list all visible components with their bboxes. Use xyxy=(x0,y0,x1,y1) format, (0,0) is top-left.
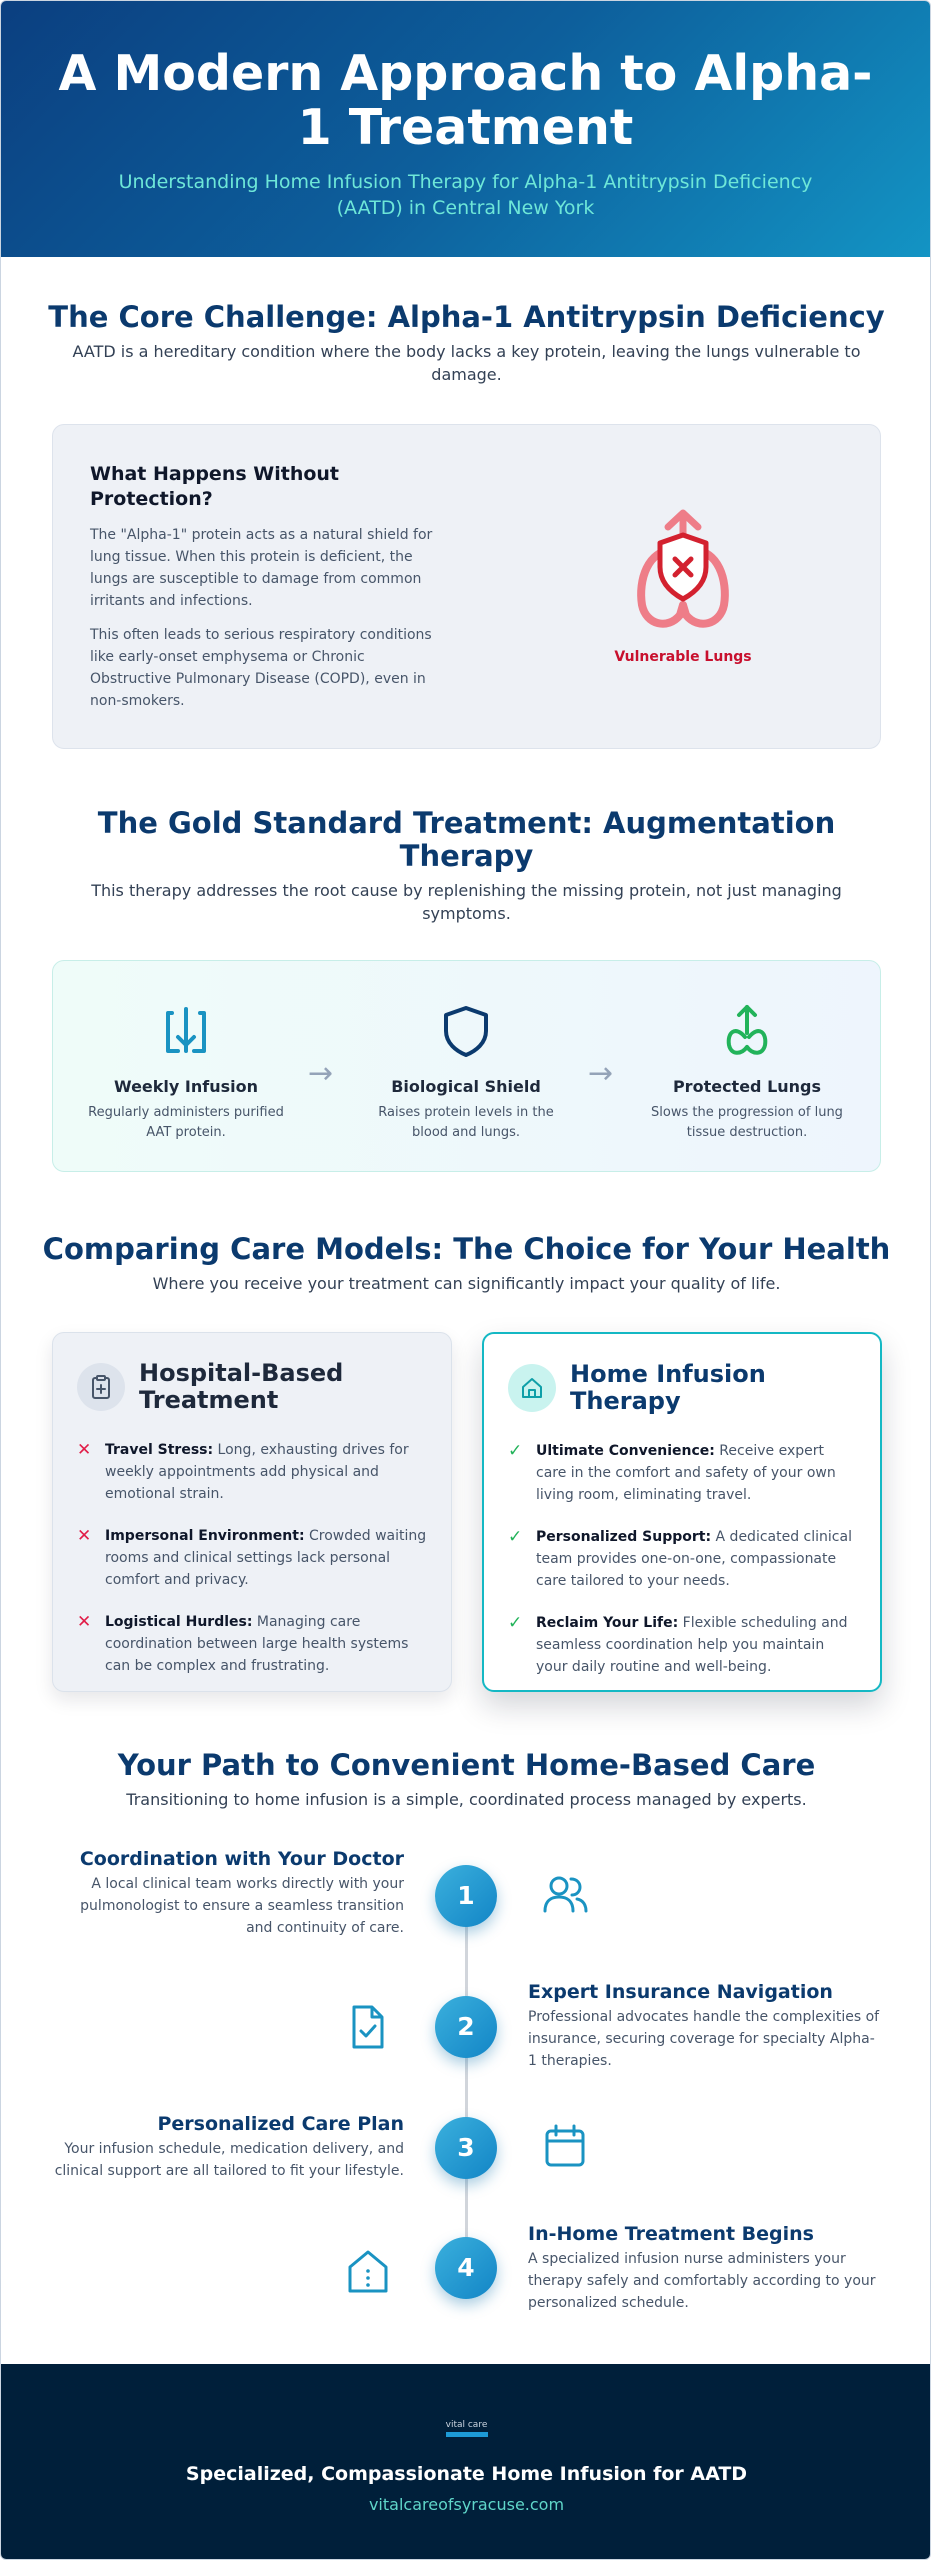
path-step-title: Personalized Care Plan xyxy=(157,2113,404,2135)
step-number-1: 1 xyxy=(435,1865,497,1927)
path-step-3-text xyxy=(51,2112,404,2182)
list-item: ✕ Logistical Hurdles: Managing care coordination between large health systems can be complex and frustrating. xyxy=(77,1611,427,1677)
core-card xyxy=(52,424,881,749)
path-subtitle: Transitioning to home infusion is a simple, coordinated process managed by experts. xyxy=(126,1790,807,1809)
therapy-subtitle: This therapy addresses the root cause by replenishing the missing protein, not just managing symptoms. xyxy=(91,881,842,923)
core-subtitle: AATD is a hereditary condition where the body lacks a key protein, leaving the lungs vulnerable to damage. xyxy=(72,342,861,384)
users-icon xyxy=(537,1867,593,1923)
path-section xyxy=(1,1749,931,1811)
path-step-title: Expert Insurance Navigation xyxy=(528,1981,833,2003)
footer-url-link[interactable]: vitalcareofsyracuse.com xyxy=(368,2495,565,2514)
hero-header xyxy=(1,1,930,257)
arrow-right-icon: → xyxy=(588,1056,614,1091)
path-title: Your Path to Convenient Home-Based Care xyxy=(117,1748,816,1782)
page-subtitle: Understanding Home Infusion Therapy for Alpha-1 Antitrypsin Deficiency (AATD) in Central New York xyxy=(118,171,813,219)
list-item: ✓ Reclaim Your Life: Flexible scheduling and seamless coordination help you maintain your daily routine and well-being. xyxy=(508,1612,856,1678)
compare-title: Comparing Care Models: The Choice for Your Health xyxy=(42,1232,891,1266)
path-step-desc: A specialized infusion nurse administers your therapy safely and comfortably according to your personalized schedule. xyxy=(528,2251,876,2311)
path-step-title: In-Home Treatment Begins xyxy=(528,2223,814,2245)
core-card-para-2: This often leads to serious respiratory conditions like early-onset emphysema or Chronic Obstructive Pulmonary Disease (COPD), even in non-smokers. xyxy=(90,627,432,709)
list-item: ✓ Ultimate Convenience: Receive expert care in the comfort and safety of your own living room, eliminating travel. xyxy=(508,1440,856,1506)
therapy-step-title: Protected Lungs xyxy=(672,1077,822,1096)
hospital-care-card xyxy=(52,1332,452,1692)
timeline-line xyxy=(465,1896,468,2266)
path-step-2-text xyxy=(528,1980,883,2072)
shield-icon xyxy=(438,1003,494,1059)
path-step-4-text xyxy=(528,2222,883,2314)
footer-tagline: Specialized, Compassionate Home Infusion for AATD xyxy=(185,2463,748,2485)
arrow-right-icon: → xyxy=(308,1056,334,1091)
path-step-1-text xyxy=(51,1847,404,1939)
therapy-step-desc: Regularly administers purified AAT protein. xyxy=(88,1105,284,1140)
x-mark-icon: ✕ xyxy=(77,1612,92,1632)
path-step-title: Coordination with Your Doctor xyxy=(79,1848,404,1870)
clipboard-icon xyxy=(77,1363,125,1411)
brand-logo: vital care xyxy=(437,2420,497,2437)
x-mark-icon: ✕ xyxy=(77,1526,92,1546)
core-card-title: What Happens Without Protection? xyxy=(90,463,340,510)
therapy-step-title: Weekly Infusion xyxy=(114,1077,258,1096)
compare-subtitle: Where you receive your treatment can significantly impact your quality of life. xyxy=(152,1274,781,1293)
therapy-title: The Gold Standard Treatment: Augmentation Therapy xyxy=(97,806,836,873)
page-title: A Modern Approach to Alpha-1 Treatment xyxy=(58,45,873,156)
home-card-title: Home Infusion Therapy xyxy=(570,1360,766,1415)
therapy-step-desc: Raises protein levels in the blood and lungs. xyxy=(378,1105,554,1140)
path-step-desc: Your infusion schedule, medication delivery, and clinical support are all tailored to fit your lifestyle. xyxy=(54,2141,404,2179)
vulnerable-lungs-icon xyxy=(628,505,738,635)
therapy-step-desc: Slows the progression of lung tissue destruction. xyxy=(651,1105,843,1140)
home-benefits-list xyxy=(508,1440,856,1678)
step-number-2: 2 xyxy=(435,1996,497,2058)
home-infusion-card xyxy=(482,1332,882,1692)
hospital-drawbacks-list xyxy=(77,1439,427,1677)
footer xyxy=(1,2364,931,2560)
therapy-step-title: Biological Shield xyxy=(391,1077,541,1096)
vulnerable-lungs-visual xyxy=(573,505,793,665)
path-step-desc: A local clinical team works directly with your pulmonologist to ensure a seamless transition and continuity of care. xyxy=(80,1876,404,1936)
therapy-step-infusion xyxy=(86,1001,286,1143)
compare-section xyxy=(1,1233,931,1295)
core-card-para-1: The "Alpha-1" protein acts as a natural shield for lung tissue. When this protein is deficient, the lungs are susceptible to damage from common irritants and infections. xyxy=(90,527,433,609)
lungs-icon xyxy=(719,1003,775,1059)
calendar-icon xyxy=(537,2119,593,2175)
list-item: ✓ Personalized Support: A dedicated clinical team provides one-on-one, compassionate care tailored to your needs. xyxy=(508,1526,856,1592)
document-check-icon xyxy=(340,1999,396,2055)
step-number-3: 3 xyxy=(435,2117,497,2179)
path-step-desc: Professional advocates handle the complexities of insurance, securing coverage for specialty Alpha-1 therapies. xyxy=(528,2009,880,2069)
list-item: ✕ Impersonal Environment: Crowded waiting rooms and clinical settings lack personal comfort and privacy. xyxy=(77,1525,427,1591)
x-mark-icon: ✕ xyxy=(77,1440,92,1460)
house-icon xyxy=(508,1364,556,1412)
hospital-card-title: Hospital-Based Treatment xyxy=(139,1359,344,1414)
vulnerable-lungs-label: Vulnerable Lungs xyxy=(614,649,752,665)
check-icon: ✓ xyxy=(508,1441,523,1461)
core-challenge-section xyxy=(1,301,931,386)
check-icon: ✓ xyxy=(508,1613,523,1633)
step-number-4: 4 xyxy=(435,2237,497,2299)
therapy-card xyxy=(52,960,881,1172)
therapy-section xyxy=(1,807,931,925)
therapy-step-lungs xyxy=(647,1001,847,1143)
therapy-step-shield xyxy=(366,1001,566,1143)
home-icon xyxy=(340,2243,396,2299)
infusion-icon xyxy=(158,1003,214,1059)
check-icon: ✓ xyxy=(508,1527,523,1547)
core-title: The Core Challenge: Alpha-1 Antitrypsin Deficiency xyxy=(48,300,885,334)
list-item: ✕ Travel Stress: Long, exhausting drives for weekly appointments add physical and emotional strain. xyxy=(77,1439,427,1505)
